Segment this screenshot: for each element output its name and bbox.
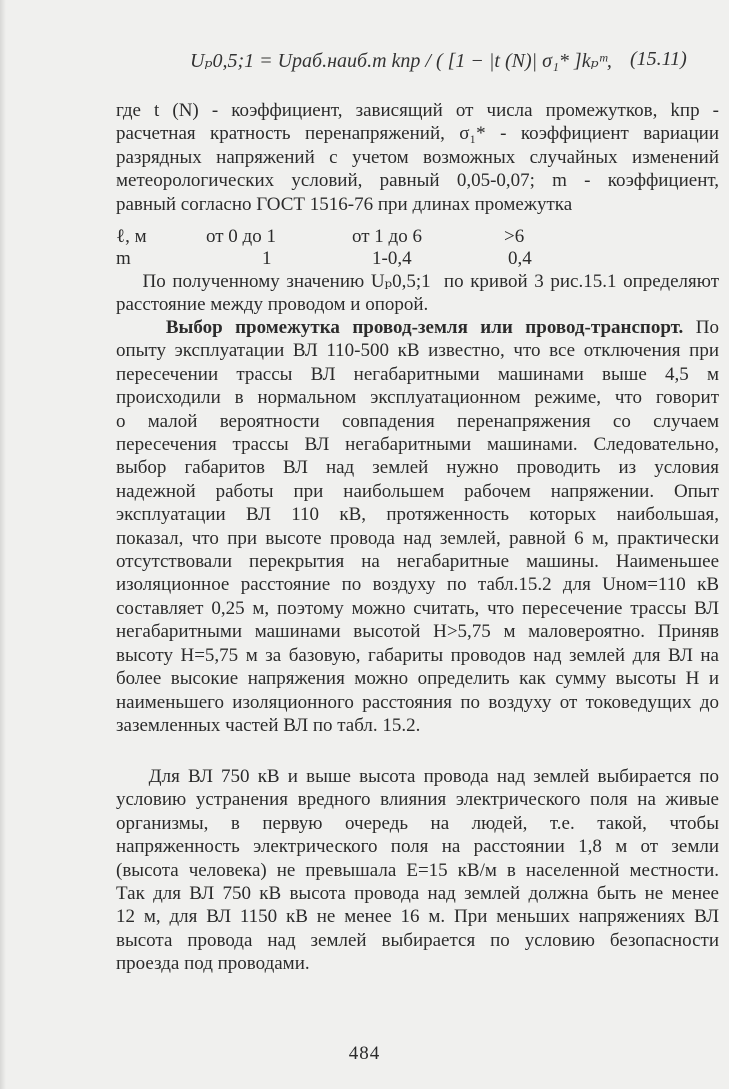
table-cell: 1-0,4 <box>372 248 412 269</box>
text-line: метеорологических условий, равный 0,05-0,07; m - коэффициент, <box>116 170 719 192</box>
paragraph-distance <box>116 270 719 317</box>
text-line: эксплуатации ВЛ 110 кВ, протяженность которых наибольшая, <box>116 504 719 526</box>
text-line: пересечения трассы ВЛ негабаритными машинами. Следовательно, <box>116 434 719 456</box>
text-line: условию устранения вредного влияния электрического поля на живые <box>116 789 719 811</box>
text-line: показал, что при высоте провода над землей, равной 6 м, практически <box>116 527 719 549</box>
paragraph-gap-selection <box>116 316 719 737</box>
text-line: наименьшего изоляционного расстояния по воздуху от токоведущих до <box>116 691 719 713</box>
text-line: более высокие напряжения можно определить как сумму высоты H и <box>116 668 719 690</box>
text-line: организмы, в первую очередь на людей, т.е. такой, чтобы <box>116 812 719 834</box>
text-line: (высота человека) не превышала E=15 кВ/м в населенной местности. <box>116 859 719 881</box>
text-line: выбор габаритов ВЛ над землей нужно проводить из условия <box>116 457 719 479</box>
scan-edge-shadow <box>0 0 6 1089</box>
table-cell: 1 <box>262 248 272 269</box>
text-line: составляет 0,25 м, поэтому можно считать, что пересечение трассы ВЛ <box>116 597 719 619</box>
text-line: опыту эксплуатации ВЛ 110-500 кВ известно, что все отключения при <box>116 340 719 362</box>
section-heading: Выбор промежутка провод-земля или провод-транспорт. <box>165 317 684 338</box>
formula-15-11 <box>190 48 710 73</box>
paragraph-750kv <box>116 765 719 976</box>
text-line: разрядных напряжений с учетом возможных случайных изменений <box>116 146 719 168</box>
gap-length-table <box>116 226 676 270</box>
text-line: Так для ВЛ 750 кВ высота провода над землей должна быть не менее <box>116 883 719 905</box>
text-line: высота провода над землей выбирается по условию безопасности <box>116 929 719 951</box>
text-line: равный согласно ГОСТ 1516-76 при длинах промежутка <box>116 193 573 215</box>
text-line: проезда под проводами. <box>116 953 310 975</box>
text-line: расстояние между проводом и опорой. <box>116 294 429 316</box>
text-line: надежной работы при наибольшем рабочем напряжении. Опыт <box>116 480 719 502</box>
table-row <box>116 226 676 248</box>
text-line: где t (N) - коэффициент, зависящий от числа промежутков, kпр - <box>116 100 719 121</box>
text-line: происходили в нормальном эксплуатационном режиме, что говорит <box>116 387 719 409</box>
table-cell: >6 <box>504 226 525 247</box>
heading-continuation: По <box>683 317 719 338</box>
formula-number: (15.11) <box>630 48 687 70</box>
text-line: заземленных частей ВЛ по табл. 15.2. <box>116 714 421 736</box>
paragraph-definitions <box>116 99 719 216</box>
formula-text: Uₚ0,5;1 = Uраб.наиб.m kпр / ( [1 − |t (N)| σ₁* ]kₚᵐ, <box>190 50 612 72</box>
table-row <box>116 248 676 270</box>
table-cell: от 0 до 1 <box>206 226 276 247</box>
text-line <box>116 316 719 339</box>
text-line: пересечении трассы ВЛ негабаритными машинами выше 4,5 м <box>116 363 719 385</box>
text-line: расчетная кратность перенапряжений, σ₁* - коэффициент вариации <box>116 123 719 145</box>
text-line: о малой вероятности совпадения перенапряжения со случаем <box>116 410 719 432</box>
text-line: По полученному значению Uₚ0,5;1 по кривой 3 рис.15.1 определяют <box>116 271 719 292</box>
text-line: негабаритными машинами высотой H>5,75 м маловероятно. Приняв <box>116 621 719 643</box>
text-line: высоту H=5,75 м за базовую, габариты проводов над землей для ВЛ на <box>116 644 719 666</box>
table-cell: 0,4 <box>508 248 532 269</box>
text-line: Для ВЛ 750 кВ и выше высота провода над землей выбирается по <box>116 766 719 787</box>
table-cell: ℓ, м <box>116 226 147 247</box>
table-cell: от 1 до 6 <box>352 226 422 247</box>
text-line: отсутствовали перекрытия на негабаритные машины. Наименьшее <box>116 551 719 573</box>
table-cell: m <box>116 248 131 269</box>
page-number: 484 <box>348 1043 381 1064</box>
text-line: 12 м, для ВЛ 1150 кВ не менее 16 м. При меньших напряжениях ВЛ <box>116 906 719 928</box>
text-line: изоляционное расстояние по воздуху по табл.15.2 для Uном=110 кВ <box>116 574 719 596</box>
text-line: напряженность электрического поля на расстоянии 1,8 м от земли <box>116 836 719 858</box>
